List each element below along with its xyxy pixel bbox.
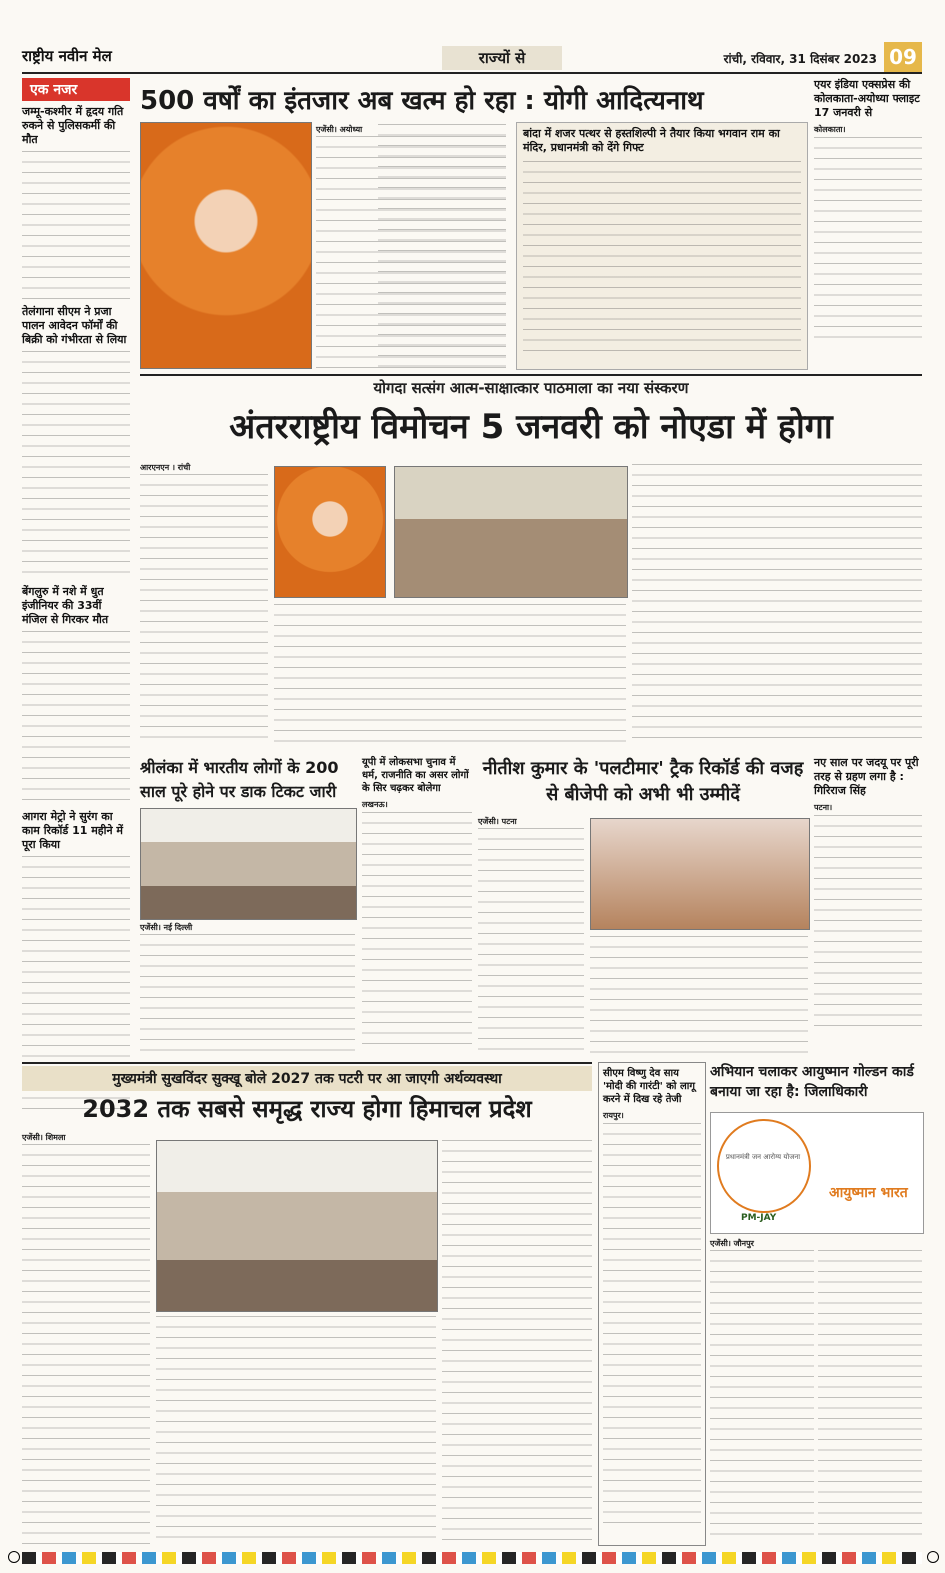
himachal-body-3 <box>442 1140 592 1544</box>
right-top-story <box>814 78 922 370</box>
srilanka-photo <box>140 808 357 920</box>
yoga-photo-hall <box>394 466 628 598</box>
himachal-photo <box>156 1140 438 1312</box>
masthead <box>22 46 922 70</box>
srilanka-body <box>140 934 355 1060</box>
ayushman-card <box>710 1112 924 1234</box>
lead-byline: एजेंसी। अयोध्या <box>316 125 363 134</box>
left-column <box>22 78 130 1018</box>
divider <box>22 1062 592 1064</box>
lead-sidebar-headline: बांदा में शजर पत्थर से हस्तशिल्पी ने तैयार किया भगवान राम का मंदिर, प्रधानमंत्री को देंगे गिफ्ट <box>523 127 780 154</box>
masthead-rule <box>22 72 922 74</box>
card-title: प्रधानमंत्री जन आरोग्य योजना <box>725 1153 801 1161</box>
brief-body-1 <box>22 151 130 301</box>
ayushman-headline: अभियान चलाकर आयुष्मान गोल्डन कार्ड बनाया जा रहा है: जिलाधिकारी <box>710 1064 914 1100</box>
column-header: एक नजर <box>22 78 130 101</box>
lead-photo <box>140 122 312 369</box>
up-story <box>362 756 472 1056</box>
sai-dateline: रायपुर। <box>603 1111 624 1120</box>
ayushman-body-1 <box>710 1250 814 1544</box>
srilanka-byline: एजेंसी। नई दिल्ली <box>140 923 193 932</box>
brief-headline-2: तेलंगाना सीएम ने प्रजा पालन आवेदन फॉर्मों की बिक्री को गंभीरता से लिया <box>22 305 127 346</box>
nitish-byline: एजेंसी। पटना <box>478 817 517 826</box>
sai-story <box>598 1062 706 1546</box>
himachal-kicker: मुख्यमंत्री सुखविंदर सुक्खू बोले 2027 तक पटरी पर आ जाएगी अर्थव्यवस्था <box>22 1066 592 1091</box>
pmjay-logo <box>717 1119 811 1213</box>
up-body <box>362 812 472 1052</box>
up-headline: यूपी में लोकसभा चुनाव में धर्म, राजनीति का असर लोगों के सिर चढ़कर बोलेगा <box>362 757 469 794</box>
lead-body-col2 <box>378 124 506 368</box>
lead-headline: 500 वर्षों का इंतजार अब खत्म हो रहा : योगी आदित्यनाथ <box>140 86 704 116</box>
ayushman-body-2 <box>818 1250 922 1544</box>
yoga-photo-speaker <box>274 466 386 598</box>
jdu-dateline: पटना। <box>814 803 833 812</box>
issue-date: रांची, रविवार, 31 दिसंबर 2023 <box>723 52 877 66</box>
jdu-story <box>814 756 922 1056</box>
registration-mark <box>8 1551 20 1563</box>
brief-body-2 <box>22 351 130 581</box>
sai-body <box>603 1123 701 1523</box>
right-top-headline: एयर इंडिया एक्सप्रेस की कोलकाता-अयोध्या फ्लाइट 17 जनवरी से <box>814 78 920 119</box>
himachal-body-2 <box>156 1316 436 1544</box>
divider <box>140 374 922 376</box>
nitish-body-1 <box>478 828 584 1058</box>
yoga-byline: आरएनएन । रांची <box>140 463 191 472</box>
yoga-body-2 <box>274 604 626 744</box>
nitish-headline: नीतीश कुमार के 'पलटीमार' ट्रैक रिकॉर्ड की वजह से बीजेपी को अभी भी उम्मीदें <box>482 758 804 805</box>
srilanka-headline: श्रीलंका में भारतीय लोगों के 200 साल पूरे होने पर डाक टिकट जारी <box>140 758 339 801</box>
newspaper-brand: राष्ट्रीय नवीन मेल <box>22 47 112 65</box>
ayushman-byline: एजेंसी। जौनपुर <box>710 1239 754 1248</box>
yoga-body-3 <box>632 464 922 744</box>
lead-sidebar-body <box>523 161 801 351</box>
brief-body-3 <box>22 631 130 806</box>
lead-sidebar-box <box>516 122 808 370</box>
section-title: राज्यों से <box>442 46 562 70</box>
brief-headline-4: आगरा मेट्रो ने सुरंग का काम रिकॉर्ड 11 महीने में पूरा किया <box>22 810 123 851</box>
up-dateline: लखनऊ। <box>362 800 388 809</box>
brief-headline-3: बेंगलुरु में नशे में धुत इंजीनियर की 33वीं मंजिल से गिरकर मौत <box>22 585 109 626</box>
jdu-headline: नए साल पर जदयू पर पूरी तरह से ग्रहण लगा है : गिरिराज सिंह <box>814 756 919 797</box>
right-top-dateline: कोलकाता। <box>814 125 846 134</box>
brief-headline-1: जम्मू-कश्मीर में हृदय गति रुकने से पुलिसकर्मी की मौत <box>22 105 124 146</box>
sai-headline: सीएम विष्णु देव साय 'मोदी की गारंटी' को लागू करने में दिख रहे तेजी <box>603 1068 695 1105</box>
himachal-byline: एजेंसी। शिमला <box>22 1133 66 1142</box>
page-number: 09 <box>884 42 922 72</box>
himachal-body-1 <box>22 1144 150 1544</box>
right-top-body <box>814 137 922 347</box>
card-sub: PM-JAY <box>741 1213 777 1223</box>
nitish-photo <box>590 818 810 930</box>
card-brand: आयुष्मान भारत <box>829 1185 908 1201</box>
yoga-body-1 <box>140 474 268 744</box>
jdu-body <box>814 815 922 1030</box>
registration-mark <box>927 1551 939 1563</box>
yoga-kicker: योगदा सत्संग आत्म-साक्षात्कार पाठमाला का नया संस्करण <box>373 379 689 397</box>
yoga-headline: अंतरराष्ट्रीय विमोचन 5 जनवरी को नोएडा में होगा <box>229 407 833 447</box>
himachal-headline: 2032 तक सबसे समृद्ध राज्य होगा हिमाचल प्रदेश <box>82 1095 532 1123</box>
nitish-body-2 <box>590 936 808 1056</box>
print-color-bar <box>22 1552 922 1564</box>
